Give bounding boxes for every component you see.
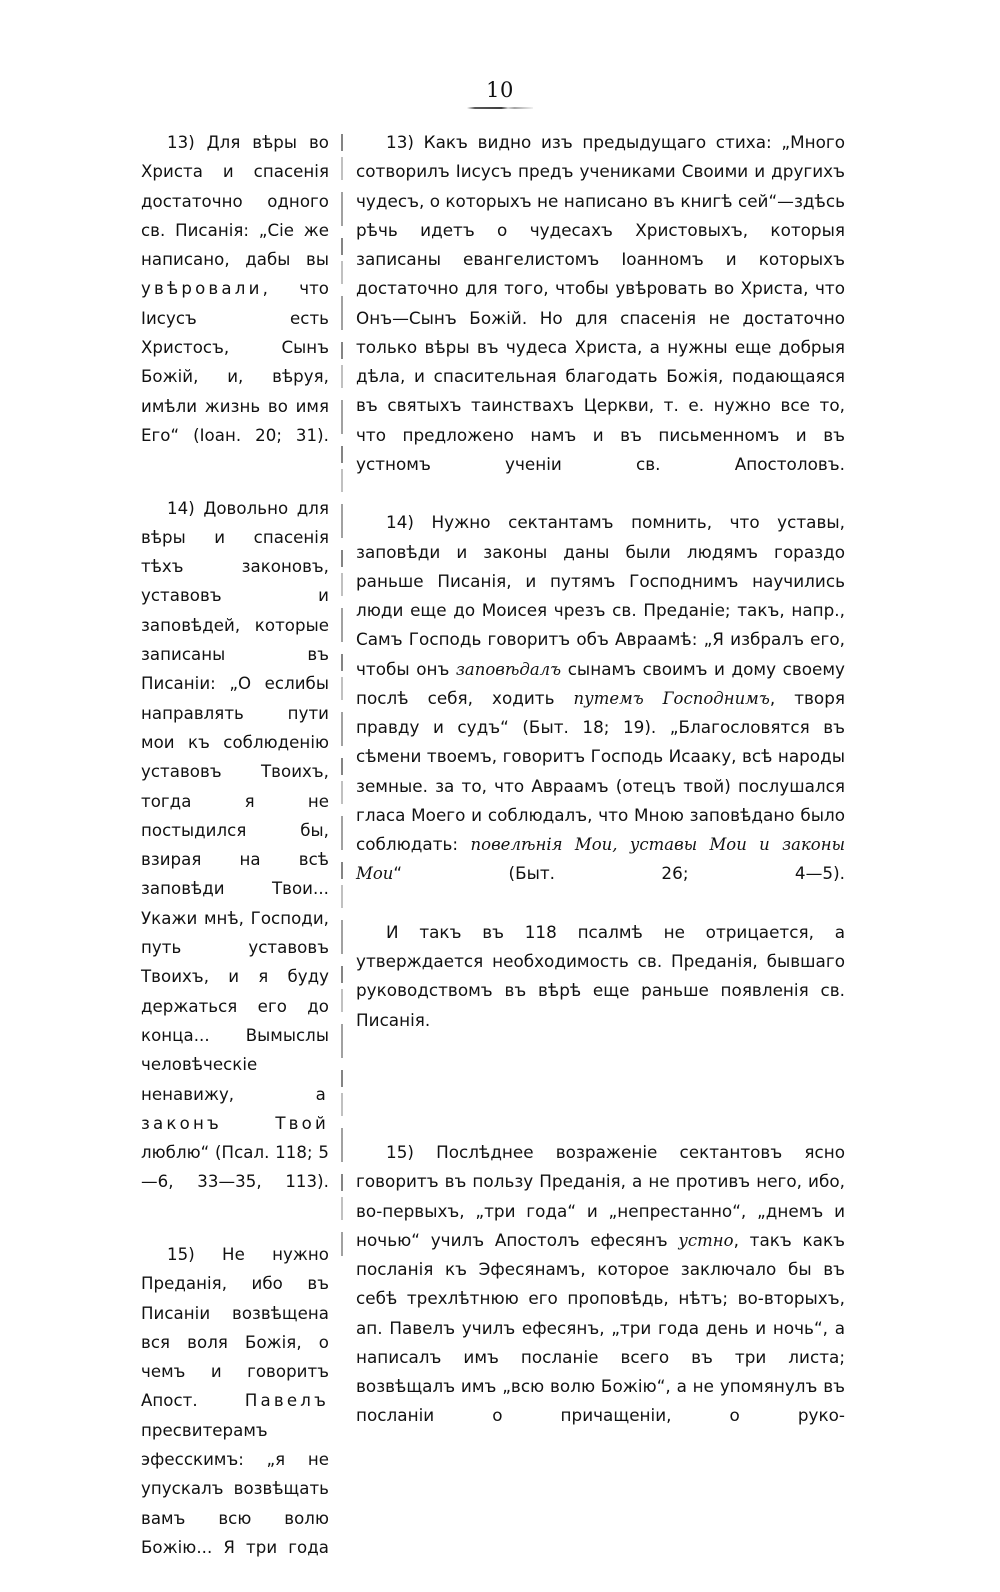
right-column: [356, 128, 845, 1460]
page-number: 10: [486, 78, 514, 102]
emphasis-letterspaced: увѣровали: [141, 279, 263, 299]
page-folio: [0, 80, 1000, 109]
paragraph: 14) Довольно для вѣры и спасенія тѣхъ законовъ, уставовъ и заповѣдей, которые записаны въ Писаніи: „О еслибы направлять пути мои къ соблюденію уставовъ Твоихъ, тогда я не постыдился бы, взирая на всѣ заповѣди Твои... Укажи мнѣ, Господи, путь уставовъ Твоихъ, и я буду держаться его до конца... Вымыслы человѣческіе ненавижу, а законъ Твой люблю“ (Псал. 118; 5—6, 33—35, 113).: [141, 498, 329, 1192]
paragraph: 15) Не нужно Преданія, ибо въ Писаніи возвѣщена вся воля Божія, о чемъ и говоритъ Апост. Павелъ пресвитерамъ эфесскимъ: „я не упускалъ возвѣщать вамъ всю волю Божію... Я три года: [141, 1244, 329, 1557]
emphasis-letterspaced: Павелъ: [244, 1391, 329, 1411]
paragraph: 14) Нужно сектантамъ помнить, что уставы, заповѣди и законы даны были людямъ гораздо раньше Писанія, и путямъ Господнимъ научились люди еще до Моисея чрезъ св. Преданіе; такъ, напр., Самъ Господь говоритъ объ Авраамѣ: „Я избралъ его, чтобы онъ заповѣдалъ сынамъ своимъ и дому своему послѣ себя, ходить путемъ Господнимъ, творя правду и судъ“ (Быт. 18; 19). „Благословятся въ сѣмени твоемъ, говоритъ Господь Исааку, всѣ народы земные. за то, что Авраамъ (отецъ твой) послушался гласа Моего и соблюдалъ, что Мною заповѣдано было соблюдать: повелѣнія Мои, уставы Мои и законы Мои“ (Быт. 26; 4—5).: [356, 512, 845, 884]
emphasis-italic: путемъ Господнимъ: [573, 688, 770, 708]
paragraph: 13) Какъ видно изъ предыдущаго стиха: „Много сотворилъ Іисусъ предъ учениками Своими и другихъ чудесъ, о которыхъ не написано въ книгѣ сей“—здѣсь рѣчь идетъ о чудесахъ Христовыхъ, которыя записаны евангелистомъ Іоанномъ и которыхъ достаточно для того, чтобы увѣровать во Христа, что Онъ—Сынъ Божій. Но для спасенія не достаточно только вѣры въ чудеса Христа, а нужны еще добрыя дѣла, и спасительная благодать Божія, подающаяся въ святыхъ таинствахъ Церкви, т. е. нужно все то, что предложено намъ и въ письменномъ и въ устномъ ученіи св. Апостоловъ.: [356, 132, 845, 474]
column-divider-rule: [341, 134, 343, 1256]
folio-rule: [467, 107, 533, 109]
emphasis-letterspaced: а законъ Твой: [141, 1084, 329, 1133]
paragraph: 15) Послѣднее возраженіе сектантовъ ясно говоритъ въ пользу Преданія, а не противъ него, ибо, во-первыхъ, „три года“ и „непрестанно“, „днемъ и ночью“ училъ Апостолъ ефесянъ устно, такъ какъ посланія къ Эфесянамъ, которое заключало бы въ себѣ трехлѣтнюю его проповѣдь, нѣтъ; во-вторыхъ, ап. Павелъ училъ ефесянъ, „три года день и ночь“, а написалъ имъ посланіе всего въ три листа; возвѣщалъ имъ „всю волю Божію“, а не упомянулъ въ посланіи о причащеніи, о руко-: [356, 1142, 845, 1426]
paragraph: 13) Для вѣры во Христа и спасенія достаточно одного св. Писанія: „Сіе же написано, дабы вы увѣровали, что Іисусъ есть Христосъ, Сынъ Божій, и, вѣруя, имѣли жизнь во имя Его“ (Іоан. 20; 31).: [141, 133, 329, 445]
emphasis-italic: повелѣнія Мои, уставы Мои и законы Мои: [356, 835, 845, 884]
emphasis-italic: заповѣдалъ: [455, 659, 562, 679]
paragraph: И такъ въ 118 псалмѣ не отрицается, а утверждается необходимость св. Преданія, бывшаго руководствомъ въ вѣрѣ еще раньше появленія св. Писанія.: [356, 921, 845, 1030]
emphasis-italic: устно: [678, 1230, 734, 1250]
left-column: [141, 128, 329, 1592]
